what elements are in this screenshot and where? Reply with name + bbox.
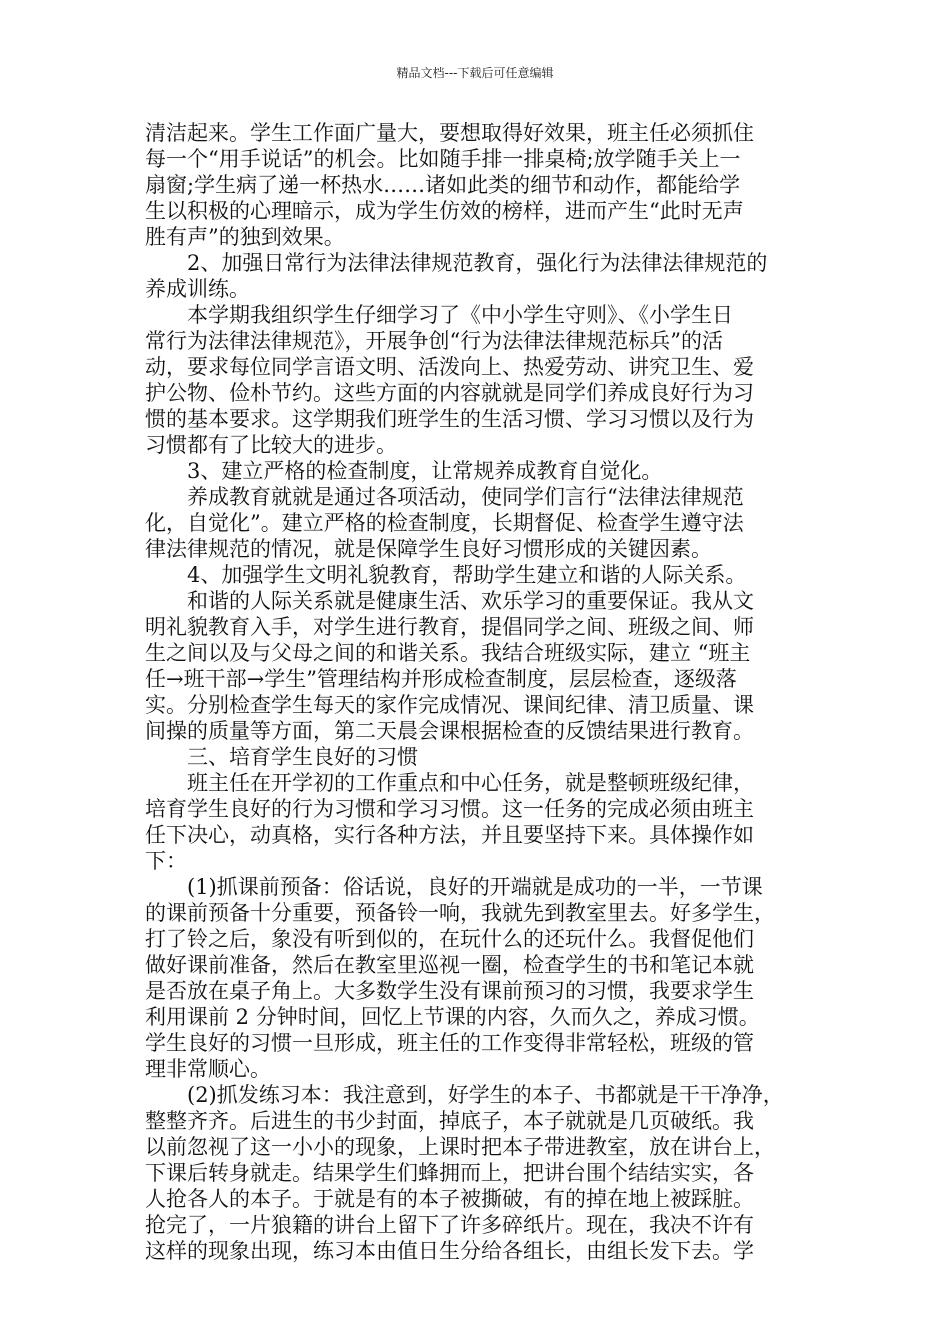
text-line: 护公物、俭朴节约。这些方面的内容就就是同学们养成良好行为习	[145, 381, 754, 405]
text-line: (1)抓课前预备：俗话说，良好的开端就是成功的一半，一节课	[187, 875, 763, 899]
text-line: 下：	[145, 849, 187, 873]
text-line: 生之间以及与父母之间的和谐关系。我结合班级实际，建立 “班主	[145, 641, 751, 665]
text-line: 做好课前准备，然后在教室里巡视一圈，检查学生的书和笔记本就	[145, 953, 754, 977]
text-line: 的课前预备十分重要，预备铃一响，我就先到教室里去。好多学生，	[145, 901, 775, 925]
text-line: 生以积极的心理暗示，成为学生仿效的榜样，进而产生“此时无声	[145, 199, 744, 223]
text-line: 胜有声”的独到效果。	[145, 225, 345, 249]
text-line: 4、加强学生文明礼貌教育，帮助学生建立和谐的人际关系。	[187, 563, 747, 587]
text-line: 动，要求每位同学言语文明、活泼向上、热爱劳动、讲究卫生、爱	[145, 355, 754, 379]
text-line: 化，自觉化”。建立严格的检查制度，长期督促、检查学生遵守法	[145, 511, 744, 535]
text-line: 间操的质量等方面，第二天晨会课根据检查的反馈结果进行教育。	[145, 719, 754, 743]
text-line: 利用课前 2 分钟时间，回忆上节课的内容，久而久之，养成习惯。	[145, 1005, 760, 1029]
text-line: 以前忽视了这一小小的现象，上课时把本子带进教室，放在讲台上，	[145, 1135, 775, 1159]
text-line: 培育学生良好的行为习惯和学习习惯。这一任务的完成必须由班主	[145, 797, 754, 821]
text-line: 扇窗;学生病了递一杯热水……诸如此类的细节和动作，都能给学	[145, 173, 741, 197]
text-line: 任→班干部→学生”管理结构并形成检查制度，层层检查，逐级落	[145, 667, 737, 691]
text-line: 任下决心，动真格，实行各种方法，并且要坚持下来。具体操作如	[145, 823, 754, 847]
text-line: 抢完了，一片狼籍的讲台上留下了许多碎纸片。现在，我决不许有	[145, 1213, 754, 1237]
text-line: 整整齐齐。后进生的书少封面，掉底子，本子就就是几页破纸。我	[145, 1109, 754, 1133]
text-line: 是否放在桌子角上。大多数学生没有课前预习的习惯，我要求学生	[145, 979, 754, 1003]
text-line: 每一个“用手说话”的机会。比如随手排一排桌椅;放学随手关上一	[145, 147, 741, 171]
text-line: 养成教育就就是通过各项活动，使同学们言行“法律法律规范	[187, 485, 744, 509]
text-line: 学生良好的习惯一旦形成，班主任的工作变得非常轻松，班级的管	[145, 1031, 754, 1055]
text-line: 本学期我组织学生仔细学习了《中小学生守则》、《小学生日	[187, 303, 733, 327]
text-line: 惯的基本要求。这学期我们班学生的生活习惯、学习习惯以及行为	[145, 407, 754, 431]
text-line: 和谐的人际关系就是健康生活、欢乐学习的重要保证。我从文	[187, 589, 754, 613]
text-line: 打了铃之后，象没有听到似的，在玩什么的还玩什么。我督促他们	[145, 927, 754, 951]
text-line: 习惯都有了比较大的进步。	[145, 433, 397, 457]
text-line: 人抢各人的本子。于就是有的本子被撕破，有的掉在地上被踩脏。	[145, 1187, 754, 1211]
text-line: 下课后转身就走。结果学生们蜂拥而上，把讲台围个结结实实，各	[145, 1161, 754, 1185]
text-line: 明礼貌教育入手，对学生进行教育，提倡同学之间、班级之间、师	[145, 615, 754, 639]
text-line: 常行为法律法律规范》，开展争创“行为法律法律规范标兵”的活	[145, 329, 723, 353]
text-line: (2)抓发练习本：我注意到，好学生的本子、书都就是干干净净，	[187, 1083, 784, 1107]
text-line: 实。分别检查学生每天的家作完成情况、课间纪律、清卫质量、课	[145, 693, 754, 717]
text-line: 3、建立严格的检查制度，让常规养成教育自觉化。	[187, 459, 663, 483]
page-header: 精品文档---下载后可任意编辑	[396, 66, 554, 80]
text-line: 三、培育学生良好的习惯	[187, 745, 418, 769]
document-body	[145, 120, 810, 1264]
text-line: 清洁起来。学生工作面广量大，要想取得好效果，班主任必须抓住	[145, 121, 754, 145]
text-line: 理非常顺心。	[145, 1057, 271, 1081]
text-line: 律法律规范的情况，就是保障学生良好习惯形成的关键因素。	[145, 537, 712, 561]
text-line: 这样的现象出现，练习本由值日生分给各组长，由组长发下去。学	[145, 1239, 754, 1263]
text-line: 养成训练。	[145, 277, 250, 301]
text-line: 2、加强日常行为法律法律规范教育，强化行为法律法律规范的	[187, 251, 768, 275]
text-line: 班主任在开学初的工作重点和中心任务，就是整顿班级纪律，	[187, 771, 754, 795]
